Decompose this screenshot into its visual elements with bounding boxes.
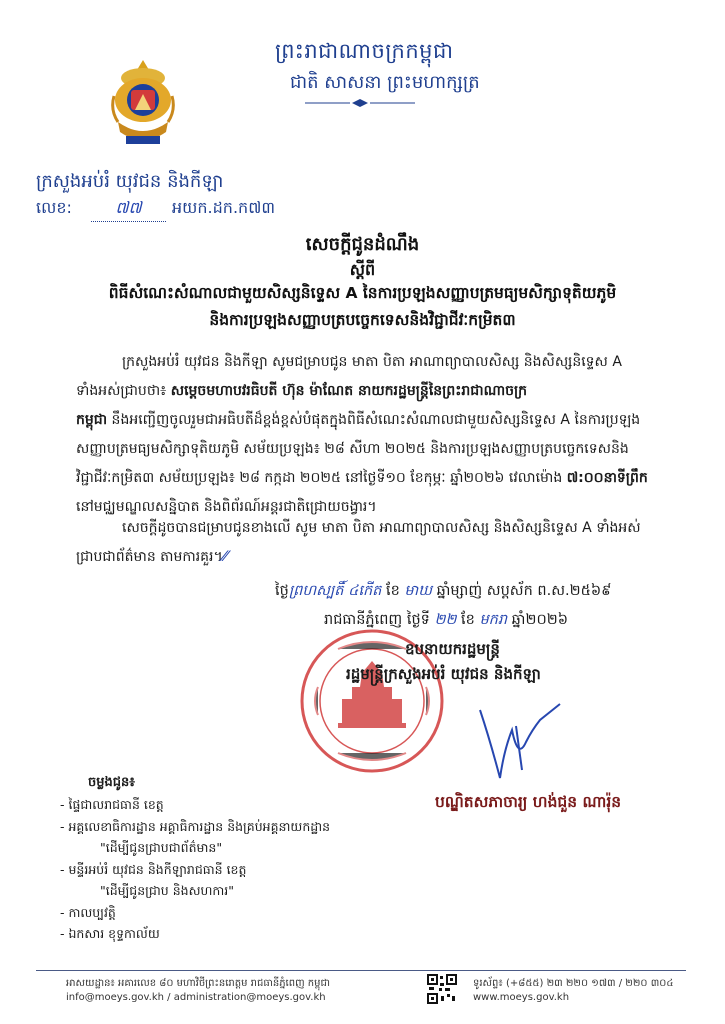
national-motto: ជាតិ សាសនា ព្រះមហាក្សត្រ bbox=[290, 72, 480, 93]
footer-address: អាសយដ្ឋាន៖ អគារលេខ ៨០ មហាវិថីព្រះនរោត្តម រាជធានីភ្នំពេញ កម្ពុជា bbox=[66, 978, 330, 989]
cc-item: - មន្ទីរអប់រំ យុវជន និងកីឡារាជធានី ខេត្ត bbox=[60, 861, 247, 877]
handwritten-signature bbox=[470, 690, 580, 785]
footer-phone: ទូរស័ព្ទ៖ (+៨៥៥) ២៣ ២២០ ១៧៣ / ២២០ ៣០៤ bbox=[473, 978, 674, 989]
subject-line-2: និងការប្រឡងសញ្ញាបត្របច្ចេកទេសនិងវិជ្ជាជីវៈកម្រិត៣ bbox=[209, 311, 516, 329]
deputy-pm-title: ឧបនាយករដ្ឋមន្ត្រី bbox=[405, 640, 500, 658]
cc-item: - ផ្ទៃជាលរាជធានី ខេត្ត bbox=[60, 797, 164, 812]
handwritten-day: ២២ bbox=[434, 612, 457, 628]
text-run: ខែ bbox=[381, 583, 405, 599]
text-run: វិជ្ជាជីវៈកម្រិត៣ សម័យប្រឡង៖ ២៨ កក្កដា ២០២៥ នៅថ្ងៃទី១០ ខែកុម្ភៈ ឆ្នាំ២០២៦ វេលាម៉ោង bbox=[76, 470, 567, 486]
text-run: ជ្រាបជាព័ត៌មាន តាមការគួរ។ bbox=[76, 549, 223, 565]
text-run: នឹងអញ្ជើញចូលរួមជាអធិបតីដ៏ខ្ពង់ខ្ពស់បំផុតក្នុងពិធីសំណេះសំណាលជាមួយសិស្សនិទ្ទេស A នៃការប្រឡង bbox=[107, 412, 641, 428]
signer-name: បណ្ឌិតសភាចារ្យ ហង់ជួន ណារ៉ុន bbox=[435, 793, 622, 811]
handwritten-month: មករា bbox=[479, 612, 508, 628]
subject-label: ស្ដីពី bbox=[349, 260, 376, 279]
footer-email[interactable]: info@moeys.gov.kh / administration@moeys.gov.kh bbox=[66, 992, 326, 1003]
reference-line bbox=[36, 197, 275, 222]
handwritten-mark: ⁄⁄ bbox=[222, 549, 228, 565]
paragraph-announcement bbox=[76, 348, 676, 522]
footer-website[interactable]: www.moeys.gov.kh bbox=[473, 992, 570, 1003]
paragraph-line: នៅមជ្ឈមណ្ឌលសន្និបាត និងពិព័រណ៍អន្តរជាតិជ្រោយចង្វារ។ bbox=[76, 499, 377, 515]
cc-item: - អគ្គលេខាធិការដ្ឋាន អគ្គាធិការដ្ឋាន និងគ្រប់អគ្គនាយកដ្ឋាន bbox=[60, 818, 331, 834]
paragraph-line bbox=[76, 406, 676, 435]
paragraph-line bbox=[76, 464, 676, 493]
lunar-date bbox=[275, 582, 611, 603]
subject-line-1: ពិធីសំណេះសំណាលជាមួយសិស្សនិទ្ទេស A នៃការប្រឡងសញ្ញាបត្រមធ្យមសិក្សាទុតិយភូមិ bbox=[108, 284, 617, 302]
reference-suffix: អយក.ដក.ក៧៣ bbox=[172, 198, 275, 217]
paragraph-line: ក្រសួងអប់រំ យុវជន និងកីឡា សូមជម្រាបជូន មាតា បិតា អាណាព្យាបាលសិស្ស និងសិស្សនិទ្ទេស A bbox=[122, 354, 622, 370]
document-type: សេចក្ដីជូនដំណឹង bbox=[305, 234, 420, 255]
cc-note: "ដើម្បីជូនជ្រាបជាព័ត៌មាន" bbox=[100, 840, 223, 855]
text-run: ឆ្នាំ២០២៦ bbox=[507, 612, 568, 628]
reference-number: ៧៧ bbox=[91, 197, 166, 222]
paragraph-closing bbox=[76, 514, 676, 572]
cc-note: "ដើម្បីជូនជ្រាប និងសហការ" bbox=[100, 883, 235, 898]
cc-item: - ឯកសារ ខុទ្ទកាល័យ bbox=[60, 926, 160, 941]
text-run: រាជធានីភ្នំពេញ ថ្ងៃទី bbox=[324, 612, 435, 628]
paragraph-line: សេចក្ដីដូចបានជម្រាបជូនខាងលើ សូម មាតា បិតា អាណាព្យាបាលសិស្ស និងសិស្សនិទ្ទេស A ទាំងអស់ bbox=[122, 520, 641, 536]
text-run: ថ្ងៃ bbox=[275, 583, 289, 599]
kingdom-title: ព្រះរាជាណាចក្រកម្ពុជា bbox=[275, 39, 454, 63]
paragraph-line bbox=[76, 377, 676, 406]
paragraph-line: សញ្ញាបត្រមធ្យមសិក្សាទុតិយភូមិ សម័យប្រឡង៖ ២៨ សីហា ២០២៥ និងការប្រឡងសញ្ញាបត្របច្ចេកទេសនិង bbox=[76, 441, 629, 457]
paragraph-line bbox=[76, 543, 676, 572]
cc-list bbox=[60, 794, 390, 945]
guest-of-honor-cont: កម្ពុជា bbox=[76, 412, 108, 428]
guest-of-honor: សម្ដេចមហាបវរធិបតី ហ៊ុន ម៉ាណែត នាយករដ្ឋមន្ត្រីនៃព្រះរាជាណាចក្រ bbox=[170, 383, 528, 399]
cc-title: ចម្លងជូន៖ bbox=[88, 775, 135, 790]
reference-label: លេខ: bbox=[36, 198, 72, 217]
footer-divider bbox=[36, 970, 686, 971]
handwritten-day: ព្រហស្បតិ៍ ៤កើត bbox=[288, 583, 382, 599]
handwritten-month: មាឃ bbox=[404, 583, 433, 599]
text-run: ទាំងអស់ជ្រាបថា៖ bbox=[76, 383, 171, 399]
minister-title: រដ្ឋមន្ត្រីក្រសួងអប់រំ យុវជន និងកីឡា bbox=[346, 665, 541, 683]
text-run: ខែ bbox=[456, 612, 480, 628]
qr-code-icon bbox=[427, 974, 457, 1004]
event-time: ៧:០០នាទីព្រឹក bbox=[566, 470, 648, 486]
ministry-name: ក្រសួងអប់រំ យុវជន និងកីឡា bbox=[36, 171, 224, 192]
cc-item: - កាលប្បវត្តិ bbox=[60, 904, 116, 920]
motto-ornament bbox=[300, 98, 420, 108]
ministry-emblem-icon bbox=[108, 56, 178, 152]
text-run: ឆ្នាំម្សាញ់ សប្តស័ក ព.ស.២៥៦៩ bbox=[432, 583, 612, 599]
